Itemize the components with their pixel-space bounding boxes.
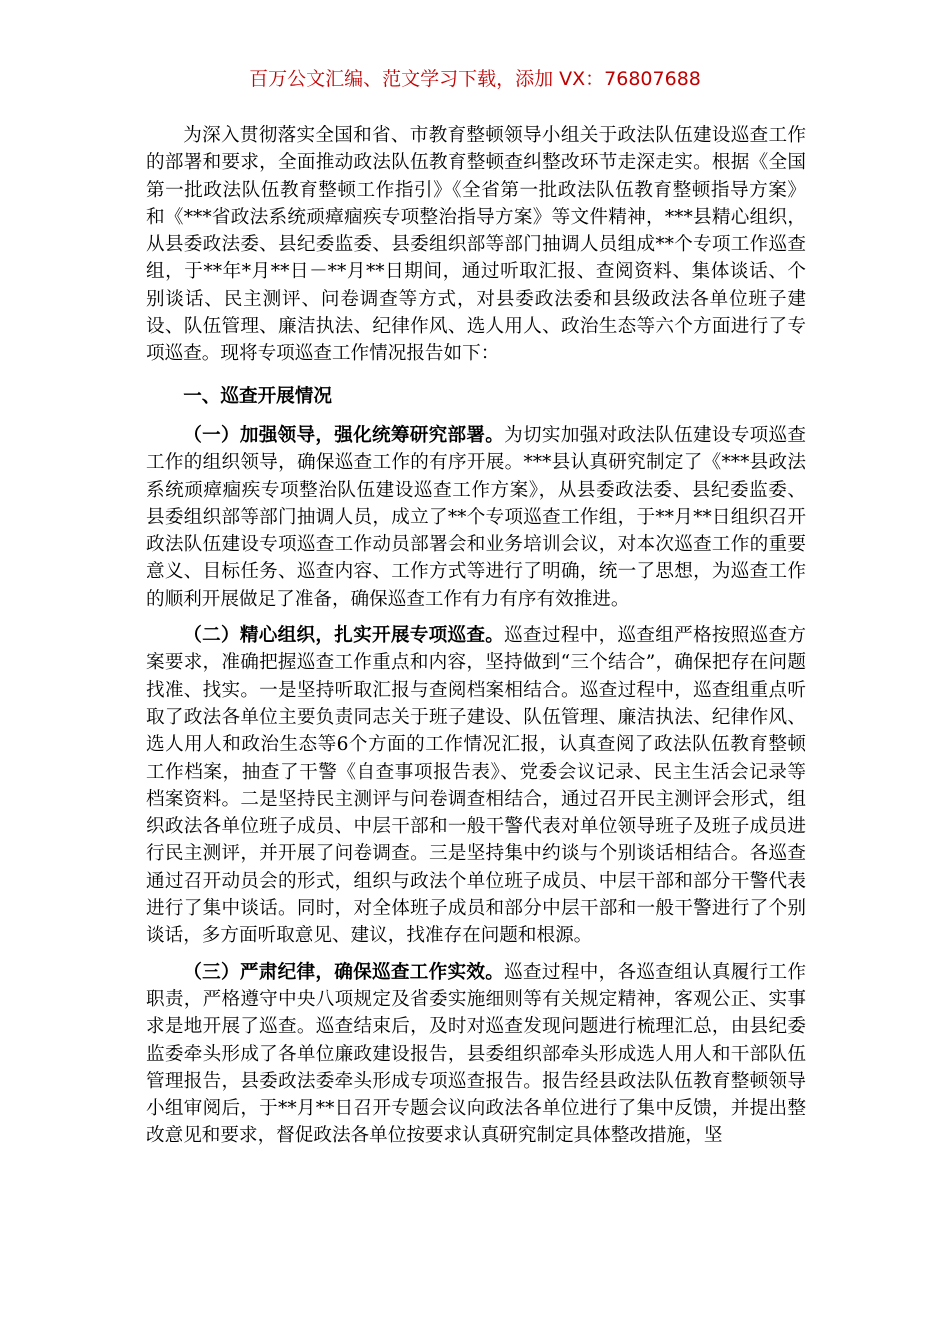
intro-paragraph: 为深入贯彻落实全国和省、市教育整顿领导小组关于政法队伍建设巡查工作的部署和要求，全面推动政法队伍教育整顿查纠整改环节走深走实。根据《全国第一批政法队伍教育整顿工作指引》《全省第一批政法队伍教育整顿指导方案》和《***省政法系统顽瘴痼疾专项整治指导方案》等文件精神，***县精心组织，从县委政法委、县纪委监委、县委组织部等部门抽调人员组成**个专项工作巡查组，于**年*月**日－**月**日期间，通过听取汇报、查阅资料、集体谈话、个别谈话、民主测评、问卷调查等方式，对县委政法委和县级政法各单位班子建设、队伍管理、廉洁执法、纪律作风、选人用人、政治生态等六个方面进行了专项巡查。现将专项巡查工作情况报告如下： — [146, 125, 806, 365]
promo-banner: 百万公文汇编、范文学习下载，添加 VX：76807688 — [249, 68, 701, 90]
item-lead-2: （二）精心组织，扎实开展专项巡查。 — [183, 625, 505, 647]
document-body — [146, 122, 806, 1150]
item-text-2: 巡查过程中，巡查组严格按照巡查方案要求，准确把握巡查工作重点和内容，坚持做到“三个结合”，确保把存在问题找准、找实。一是坚持听取汇报与查阅档案相结合。巡查过程中，巡查组重点听取了政法各单位主要负责同志关于班子建设、队伍管理、廉洁执法、纪律作风、选人用人和政治生态等6个方面的工作情况汇报，认真查阅了政法队伍教育整顿工作档案，抽查了干警《自查事项报告表》、党委会议记录、民主生活会记录等档案资料。二是坚持民主测评与问卷调查相结合，通过召开民主测评会形式，组织政法各单位班子成员、中层干部和一般干警代表对单位领导班子及班子成员进行民主测评，并开展了问卷调查。三是坚持集中约谈与个别谈话相结合。各巡查通过召开动员会的形式，组织与政法个单位班子成员、中层干部和部分干警代表进行了集中谈话。同时，对全体班子成员和部分中层干部和一般干警进行了个别谈话，多方面听取意见、建议，找准存在问题和根源。 — [146, 625, 806, 947]
item-paragraph-3 — [146, 959, 806, 1150]
item-text-3: 巡查过程中，各巡查组认真履行工作职责，严格遵守中央八项规定及省委实施细则等有关规定精神，客观公正、实事求是地开展了巡查。巡查结束后，及时对巡查发现问题进行梳理汇总，由县纪委监委牵头形成了各单位廉政建设报告，县委组织部牵头形成选人用人和干部队伍管理报告，县委政法委牵头形成专项巡查报告。报告经县政法队伍教育整顿领导小组审阅后，于**月**日召开专题会议向政法各单位进行了集中反馈，并提出整改意见和要求，督促政法各单位按要求认真研究制定具体整改措施，坚 — [146, 961, 806, 1147]
item-paragraph-2 — [146, 622, 806, 950]
item-text-1: 为切实加强对政法队伍建设专项巡查工作的组织领导，确保巡查工作的有序开展。***县认真研究制定了《***县政法系统顽瘴痼疾专项整治队伍建设巡查工作方案》，从县委政法委、县纪委监委、县委组织部等部门抽调人员，成立了**个专项巡查工作组，于**月**日组织召开政法队伍建设专项巡查工作动员部署会和业务培训会议，对本次巡查工作的重要意义、目标任务、巡查内容、工作方式等进行了明确，统一了思想，为巡查工作的顺利开展做足了准备，确保巡查工作有力有序有效推进。 — [146, 424, 806, 610]
section-heading: 一、巡查开展情况 — [183, 385, 332, 407]
item-lead-1: （一）加强领导，强化统筹研究部署。 — [183, 424, 505, 446]
item-lead-3: （三）严肃纪律，确保巡查工作实效。 — [183, 961, 505, 983]
item-paragraph-1 — [146, 422, 806, 613]
